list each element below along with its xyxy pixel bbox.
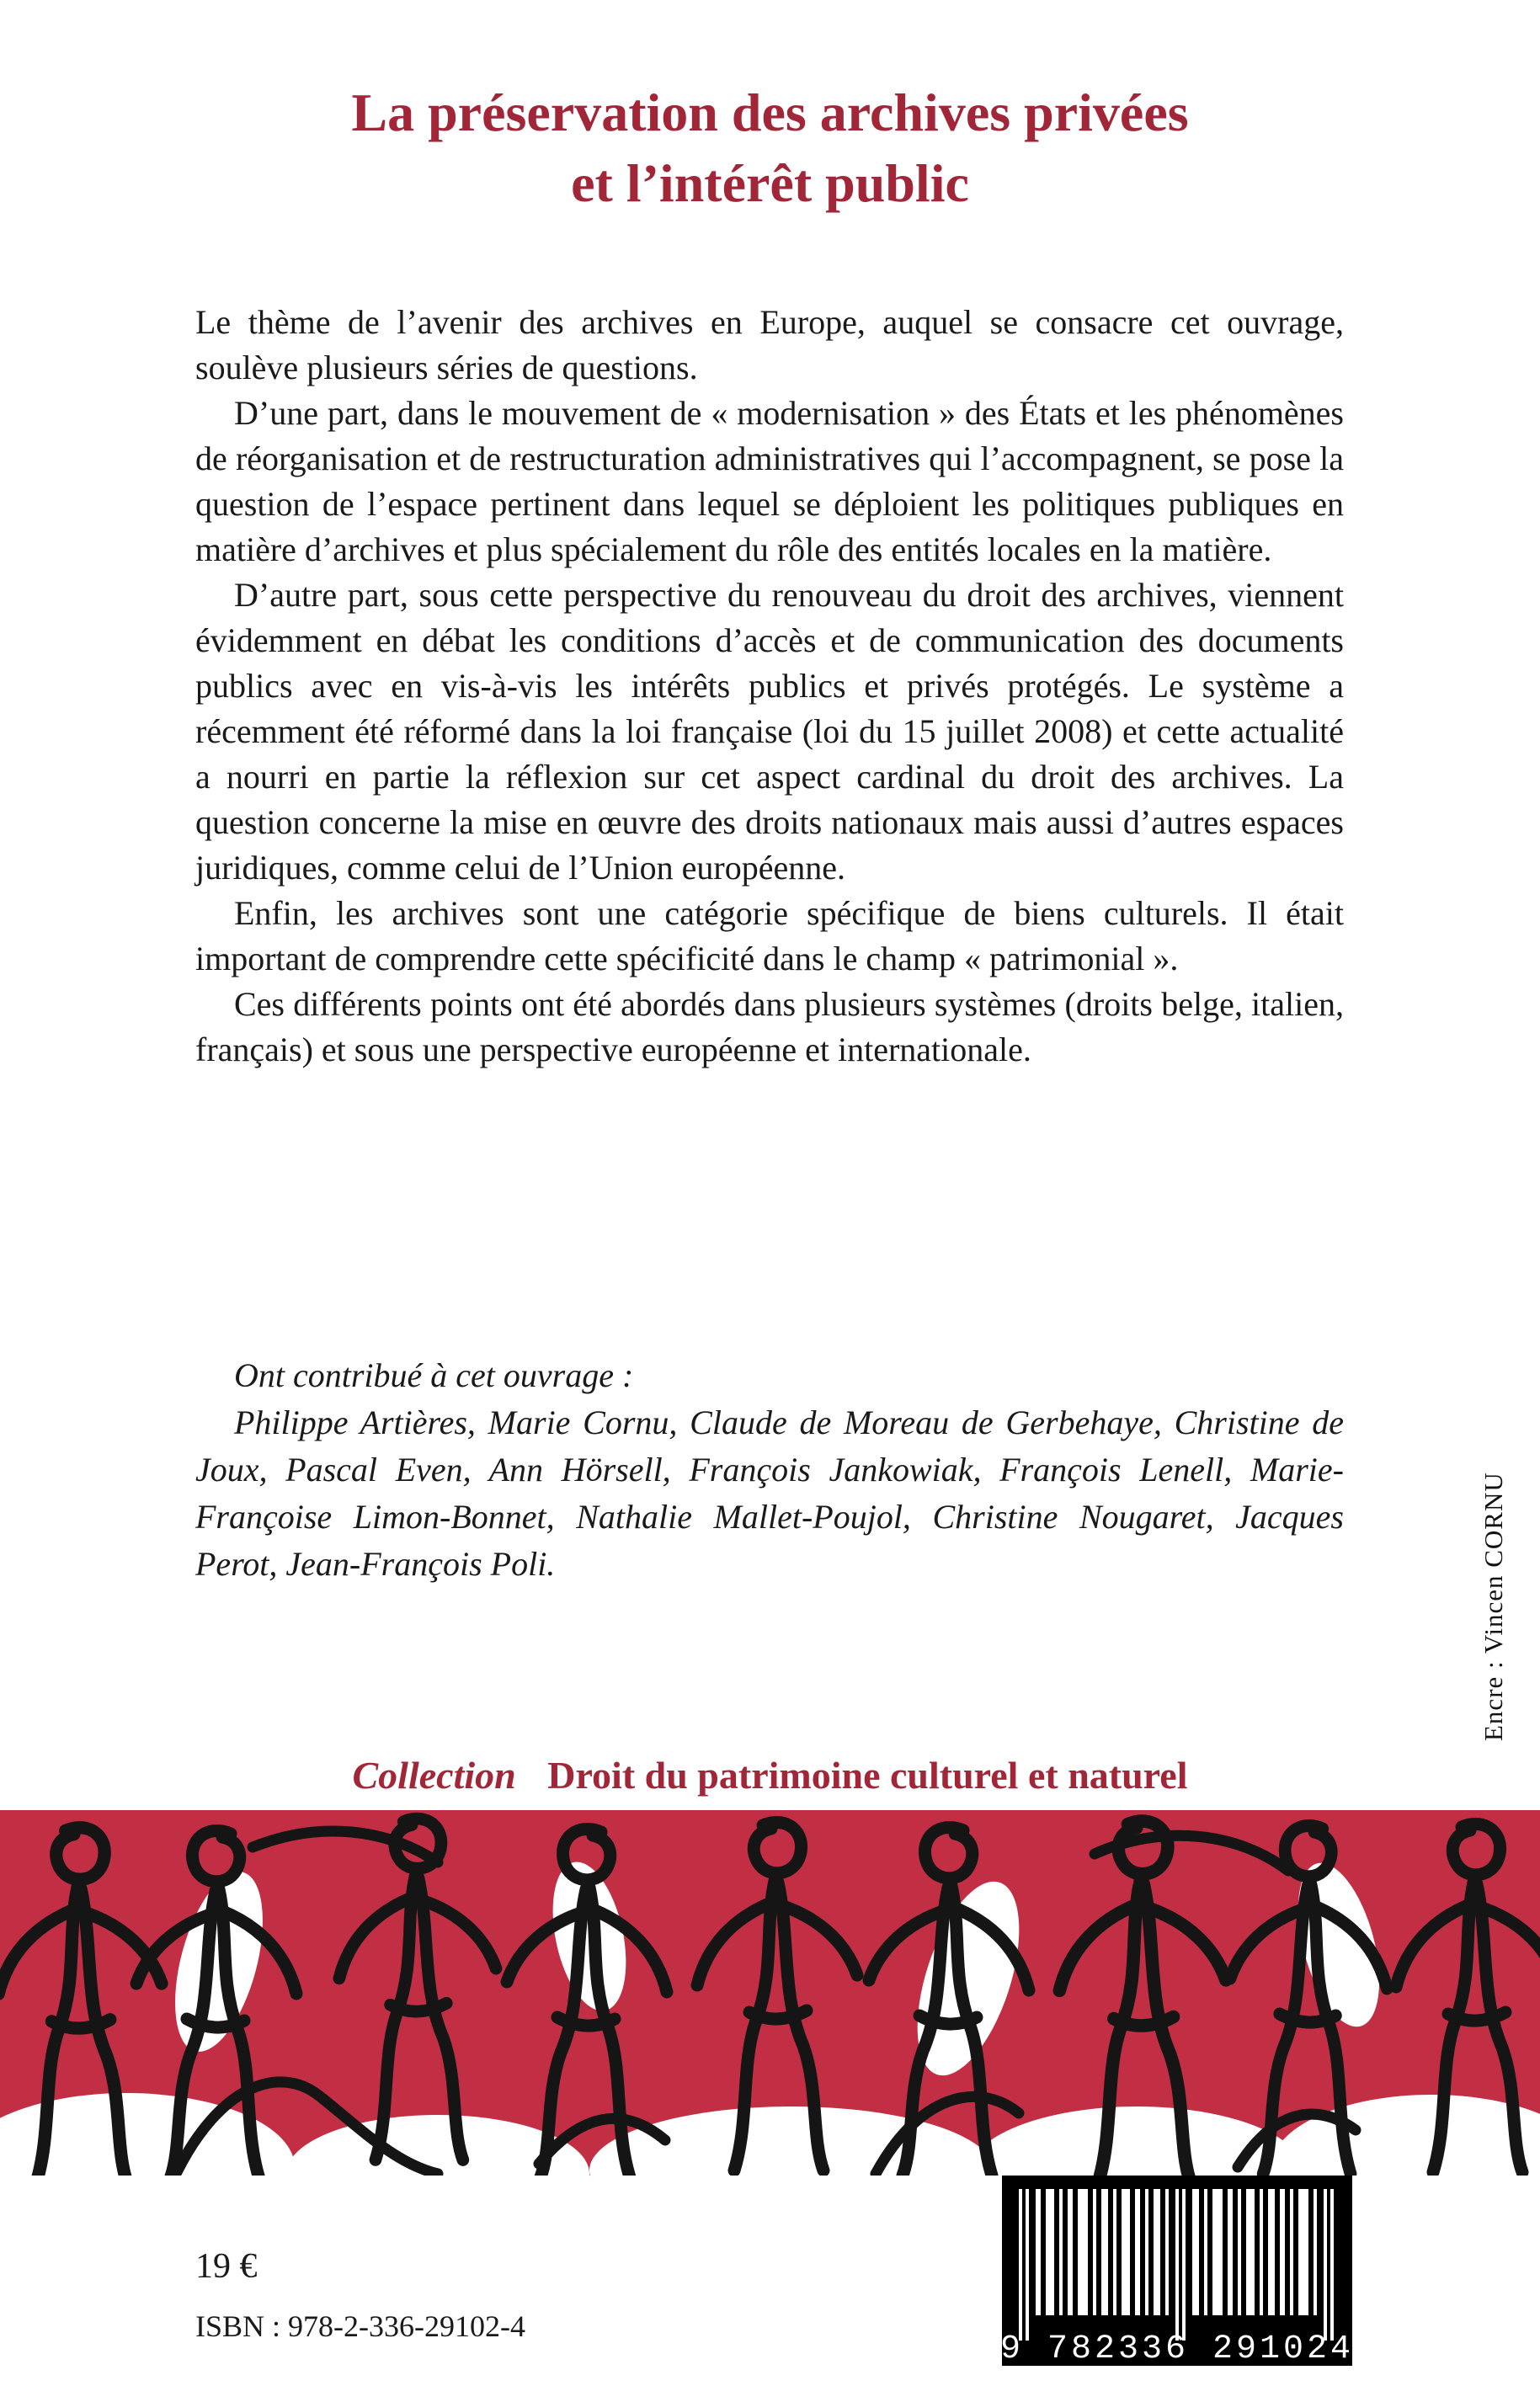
- ink-figures-artwork: [0, 1810, 1540, 2176]
- summary-paragraph: D’une part, dans le mouvement de « modernisation » des États et les phénomènes de réorganisation et de restructuration administratives qui l’accompagnent, se pose la question de l’espace pertinent dans lequel se déploient les politiques publiques en matière d’archives et plus spécialement du rôle des entités locales en la matière.: [195, 394, 1344, 568]
- price: 19 €: [195, 2247, 258, 2286]
- ean-barcode: [1002, 2176, 1352, 2366]
- summary-text: [195, 300, 1344, 1073]
- collection-line: [0, 1753, 1540, 1797]
- collection-name: Droit du patrimoine culturel et naturel: [547, 1754, 1188, 1797]
- book-title-line2: et l’intérêt public: [571, 153, 969, 214]
- contributors-heading: Ont contribué à cet ouvrage :: [234, 1356, 634, 1394]
- contributors-block: [195, 1352, 1344, 1588]
- ink-figures-artwork-svg: [0, 1810, 1540, 2176]
- isbn: ISBN : 978-2-336-29102-4: [195, 2309, 525, 2343]
- barcode-digits: 9 782336 291024: [1002, 2330, 1352, 2366]
- ink-credit-vertical: Encre : Vincen CORNU: [1479, 1472, 1508, 1741]
- contributors-names: Philippe Artières, Marie Cornu, Claude de Moreau de Gerbehaye, Christine de Joux, Pascal Even, Ann Hörsell, François Jankowiak, François Lenell, Marie-Françoise Limon-Bonnet, Nathalie Mallet-Poujol, Christine Nougaret, Jacques Perot, Jean-François Poli.: [195, 1403, 1344, 1583]
- ean-barcode-bars: [1002, 2176, 1352, 2366]
- book-title: [0, 77, 1540, 220]
- summary-paragraph: D’autre part, sous cette perspective du renouveau du droit des archives, viennent évidemment en débat les conditions d’accès et de communication des documents publics avec en vis-à-vis les intérêts publics et privés protégés. Le système a récemment été réformé dans la loi française (loi du 15 juillet 2008) et cette actualité a nourri en partie la réflexion sur cet aspect cardinal du droit des archives. La question concerne la mise en œuvre des droits nationaux mais aussi d’autres espaces juridiques, comme celui de l’Union européenne.: [195, 576, 1344, 887]
- collection-label: Collection: [352, 1754, 516, 1797]
- summary-paragraph: Enfin, les archives sont une catégorie spécifique de biens culturels. Il était important de comprendre cette spécificité dans le champ « patrimonial ».: [195, 894, 1344, 977]
- summary-paragraph: Ces différents points ont été abordés dans plusieurs systèmes (droits belge, italien, français) et sous une perspective européenne et internationale.: [195, 985, 1344, 1068]
- book-title-line1: La préservation des archives privées: [351, 83, 1189, 142]
- summary-paragraph: Le thème de l’avenir des archives en Europe, auquel se consacre cet ouvrage, soulève plusieurs séries de questions.: [195, 303, 1344, 386]
